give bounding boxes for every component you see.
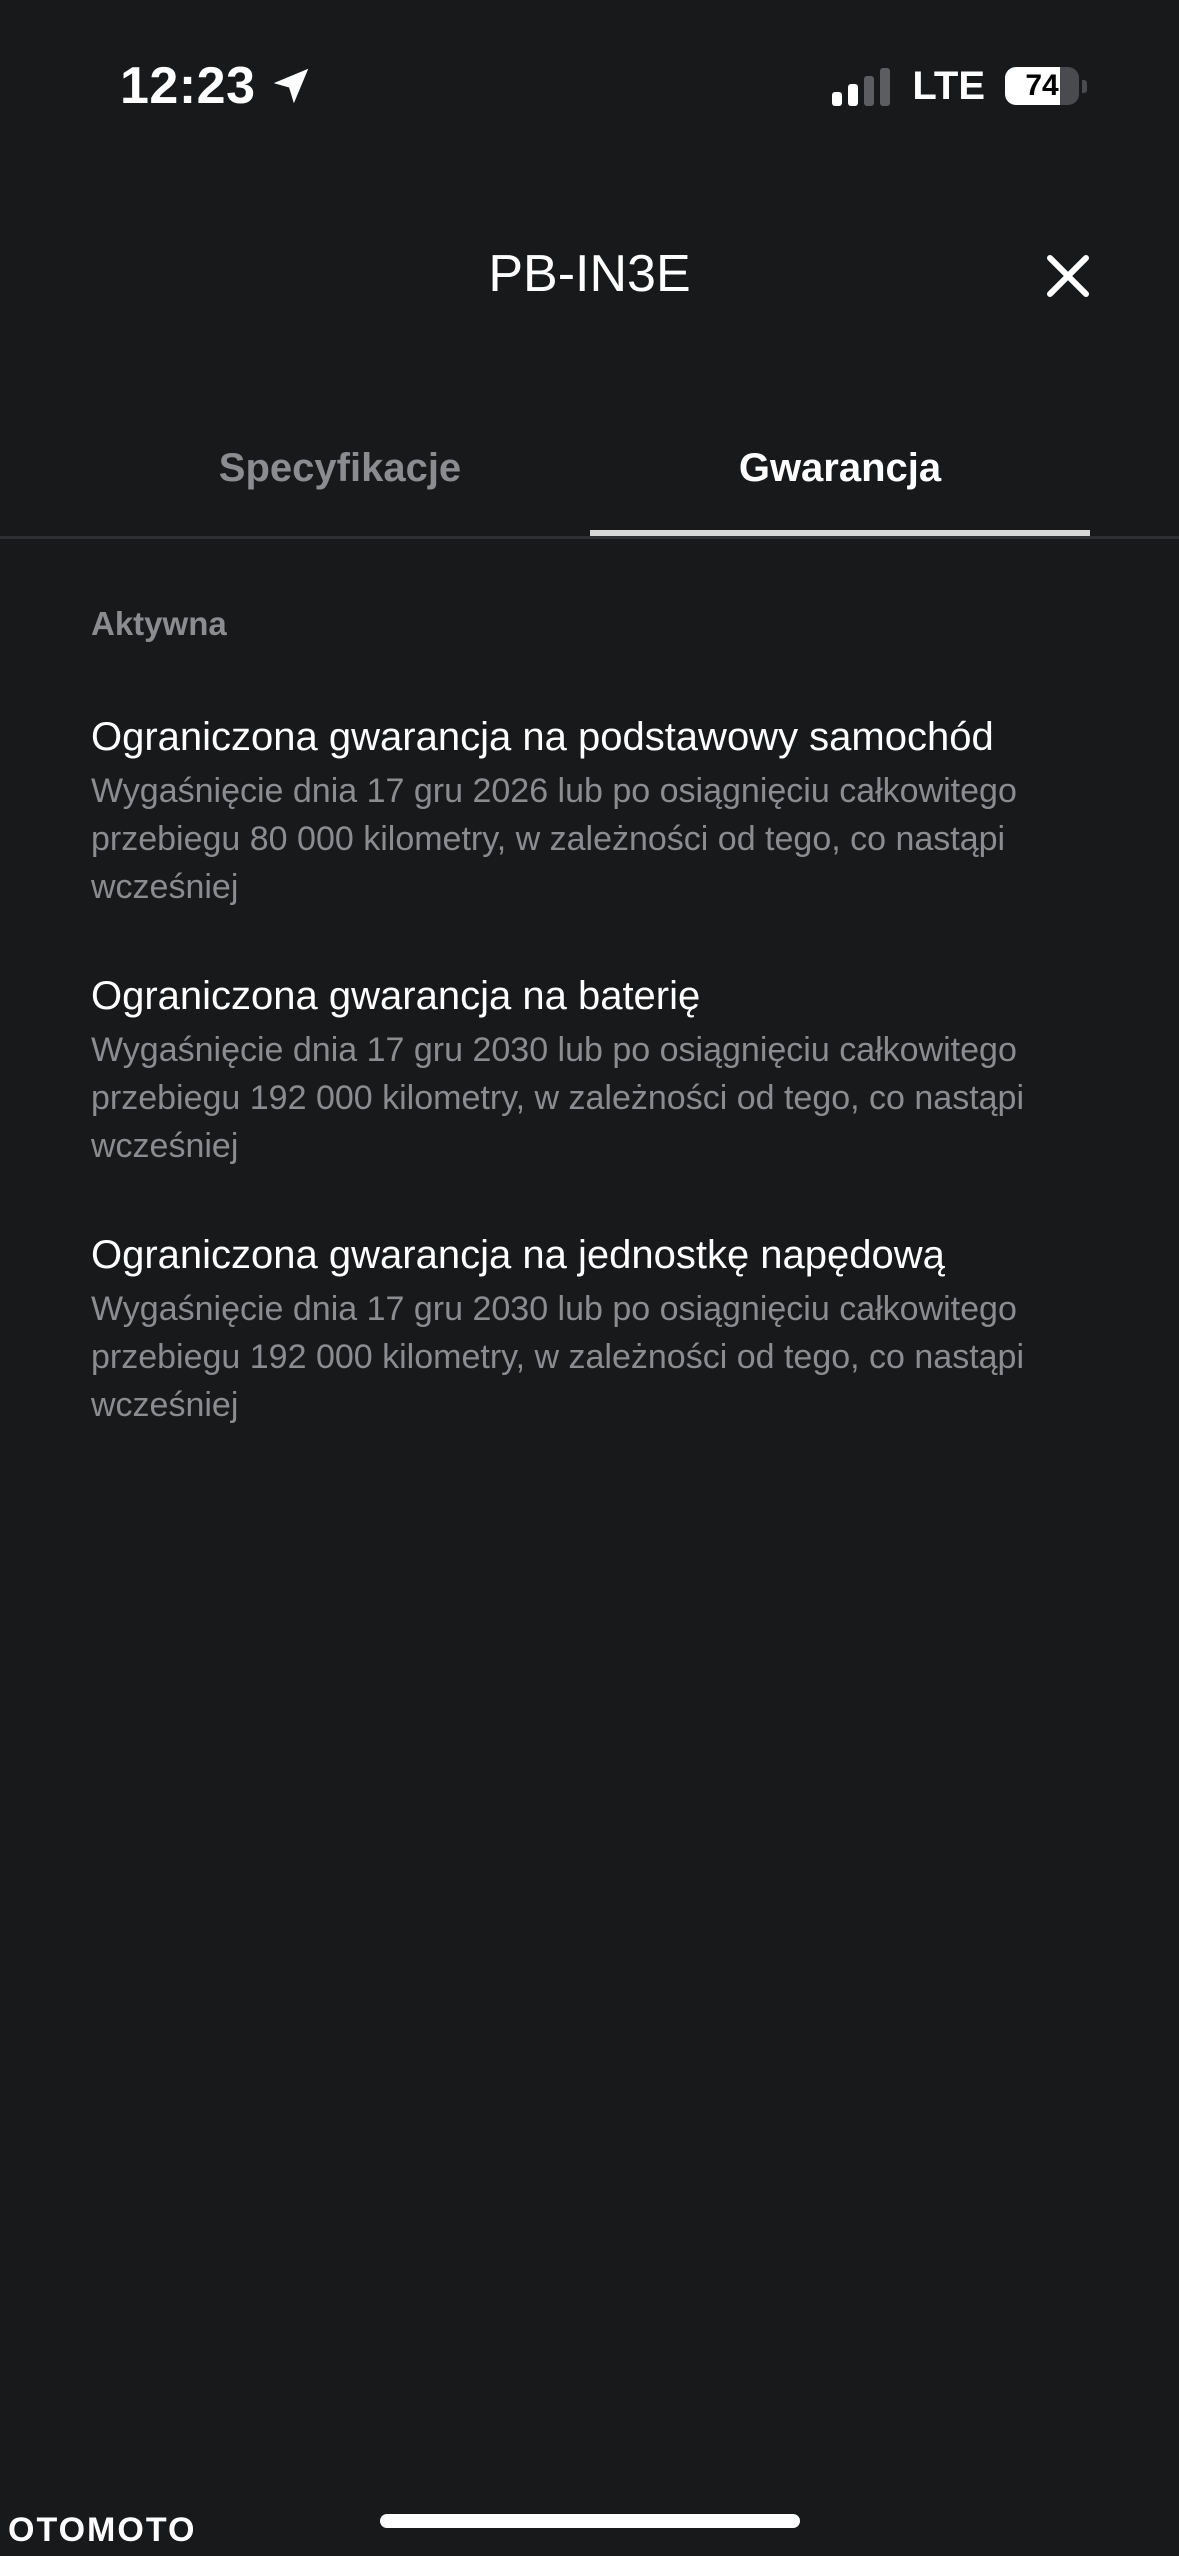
page-title: PB-IN3E (488, 245, 691, 303)
tab-warranty[interactable]: Gwarancja (738, 445, 942, 490)
warranty-item-base-vehicle (91, 708, 1101, 911)
warranty-description: Wygaśnięcie dnia 17 gru 2030 lub po osiągnięciu całkowitego przebiegu 192 000 kilometry, w zależności od tego, co nastąpi wcześniej (91, 1031, 1025, 1165)
network-label: LTE (912, 64, 985, 108)
battery-percent: 74 (1025, 69, 1059, 102)
warranty-item-battery (91, 967, 1101, 1170)
watermark-logo: OTOMOTO (8, 2511, 197, 2549)
tab-bar (0, 400, 1179, 538)
battery-icon (1005, 67, 1079, 105)
warranty-description: Wygaśnięcie dnia 17 gru 2026 lub po osiągnięciu całkowitego przebiegu 80 000 kilometry, w zależności od tego, co nastąpi wcześniej (91, 772, 1017, 906)
warranty-title: Ograniczona gwarancja na baterię (91, 974, 701, 1018)
warranty-title: Ograniczona gwarancja na podstawowy samochód (91, 715, 994, 759)
time-label: 12:23 (120, 57, 256, 115)
warranty-list (91, 708, 1101, 1485)
close-icon[interactable] (1040, 248, 1096, 304)
signal-icon (832, 66, 890, 106)
status-bar-right (832, 64, 1087, 108)
warranty-item-drive-unit (91, 1226, 1101, 1429)
tab-specifications[interactable]: Specyfikacje (218, 445, 462, 490)
home-indicator[interactable] (380, 2514, 800, 2528)
warranty-description: Wygaśnięcie dnia 17 gru 2030 lub po osiągnięciu całkowitego przebiegu 192 000 kilometry, w zależności od tego, co nastąpi wcześniej (91, 1290, 1025, 1424)
battery-cap (1082, 80, 1087, 93)
warranty-title: Ograniczona gwarancja na jednostkę napędową (91, 1233, 945, 1277)
tabs-divider (0, 536, 1179, 539)
status-bar-time (120, 56, 314, 116)
location-arrow-icon (268, 63, 314, 109)
section-label-active: Aktywna (91, 605, 227, 642)
